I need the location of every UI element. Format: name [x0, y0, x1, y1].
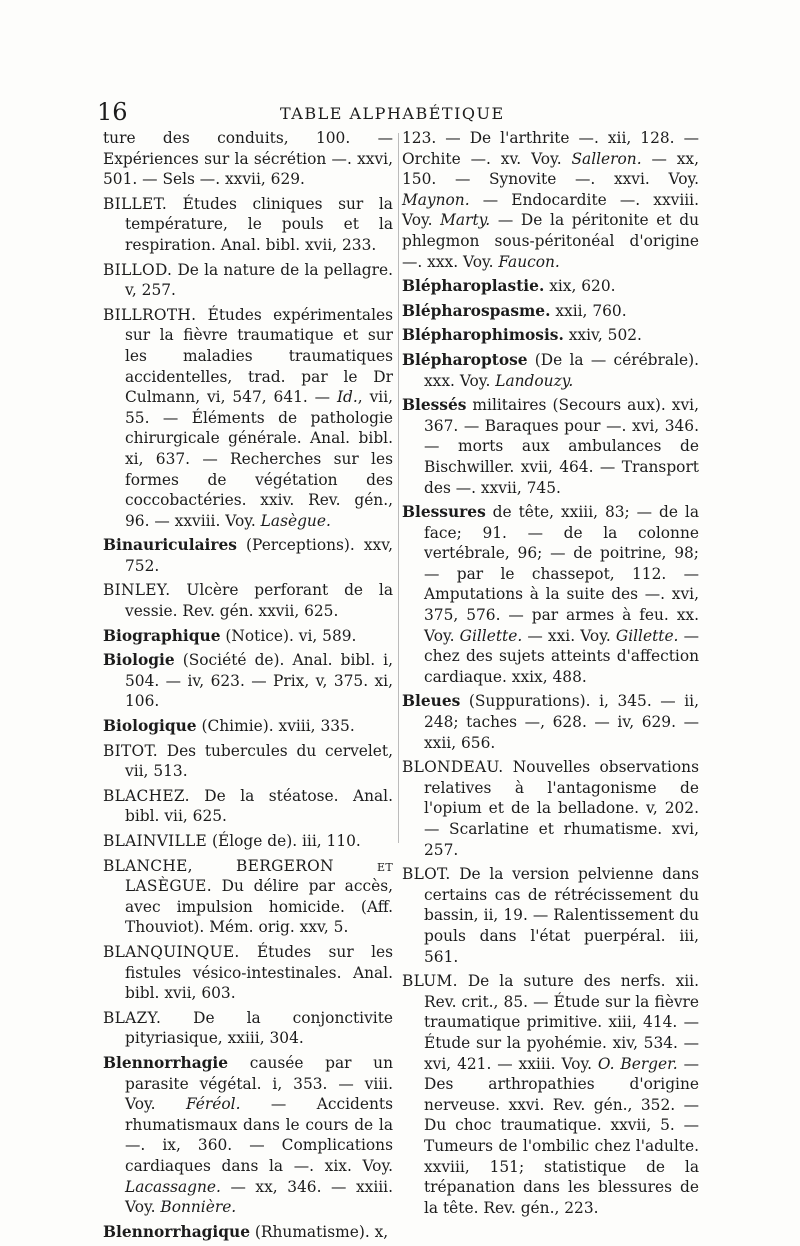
entry-text: Ulcère perforant de la vessie. Rev. gén. xxvii, 625. — [125, 581, 393, 621]
entry-text: — xx, 346. — xxiii. Voy. — [125, 1177, 393, 1217]
entry-text: De la conjonctivite pityriasique, xxiii, 304. — [125, 1008, 393, 1048]
column-right — [402, 128, 699, 1222]
entry-headword: Blessures — [402, 503, 486, 522]
running-title: TABLE ALPHABÉTIQUE — [280, 104, 505, 123]
column-left — [103, 128, 393, 1246]
cross-reference: Féréol. — [185, 1095, 241, 1114]
index-entry — [103, 650, 393, 712]
entry-headword: BILLET. — [103, 194, 168, 213]
cross-reference: Marty. — [440, 211, 491, 230]
index-entry — [402, 276, 699, 297]
entry-text: — chez des sujets atteints d'affection cardiaque. xxix, 488. — [424, 626, 699, 686]
entry-text: xxii, 760. — [550, 301, 627, 320]
entry-headword: Blépharospasme. — [402, 301, 551, 320]
index-entry — [402, 350, 699, 391]
entry-text: Études sur les fistules vésico-intestinales. Anal. bibl. xvii, 603. — [125, 942, 393, 1003]
index-entry — [103, 716, 393, 737]
entry-text: De la suture des nerfs. xii. Rev. crit., 85. — Étude sur la fièvre traumatique primitive. xiii, 414. — Étude sur la pyohémie. xiv, 534. — xvi, 421. — xxiii. Voy. — [424, 972, 699, 1073]
cross-reference: Bonnière. — [160, 1198, 237, 1217]
entry-text: Du délire par accès, avec impulsion homicide. (Aff. Thouviot). Mém. orig. xxv, 5. — [125, 877, 393, 937]
entry-text: Des tubercules du cervelet, vii, 513. — [125, 741, 393, 781]
index-entry — [103, 786, 393, 827]
entry-text: militaires (Secours aux). xvi, 367. — Baraques pour —. xvi, 346. — morts aux ambulances de Bischwiller. xvii, 464. — Transport des —. xxvii, 745. — [424, 396, 699, 497]
entry-text: — Accidents rhumatismaux dans le cours de la —. ix, 360. — Complications cardiaques dans la —. xix. Voy. — [125, 1095, 393, 1175]
cross-reference: Lasègue. — [260, 511, 331, 530]
entry-headword: BITOT. — [103, 741, 158, 760]
index-entry — [402, 502, 699, 687]
cross-reference: Id. — [336, 388, 358, 407]
index-entry — [402, 971, 699, 1218]
entry-headword: BLONDEAU. — [402, 758, 504, 777]
column-divider — [398, 133, 399, 843]
entry-headword: Blépharoplastie. — [402, 277, 545, 296]
index-entry — [103, 856, 393, 938]
entry-text: — De la péritonite et du phlegmon sous-péritonéal d'origine —. xxx. Voy. — [402, 211, 699, 271]
entry-headword: BLAZY. — [103, 1008, 162, 1027]
entry-headword: BILLOD. — [103, 260, 173, 279]
entry-text: De la nature de la pellagre. v, 257. — [125, 260, 393, 300]
entry-headword: BLANQUINQUE. — [103, 942, 240, 961]
index-entry — [402, 757, 699, 860]
index-entry — [103, 1008, 393, 1049]
index-entry — [103, 942, 393, 1004]
index-entry-continued — [402, 128, 699, 272]
entry-text: (Notice). vi, 589. — [220, 626, 357, 645]
entry-headword: Binauriculaires — [103, 536, 237, 555]
index-entry — [103, 194, 393, 256]
entry-text: (Éloge de). iii, 110. — [207, 832, 361, 850]
entry-headword: Biologique — [103, 717, 197, 736]
entry-headword: BLUM. — [402, 972, 458, 991]
entry-headword: BLAINVILLE — [103, 832, 208, 850]
entry-text: (Perceptions). xxv, 752. — [125, 536, 393, 575]
entry-text: — xx, 150. — Synovite —. xxvi. Voy. — [402, 149, 699, 189]
index-entry — [402, 301, 699, 322]
index-entry — [103, 580, 393, 621]
cross-reference: Gillette. — [615, 626, 679, 645]
entry-headword: BILLROTH. — [103, 305, 197, 324]
entry-headword: BLANCHE, BERGERON et LASÈGUE. — [103, 856, 393, 896]
entry-text: De la stéatose. Anal. bibl. vii, 625. — [125, 786, 393, 826]
entry-headword: BINLEY. — [103, 581, 171, 600]
entry-headword: BLOT. — [402, 865, 451, 884]
page-number: 16 — [97, 98, 128, 126]
entry-text: De la version pelvienne dans certains cas de rétrécissement du bassin, ii, 19. — Ralentissement du pouls dans l'état puerpéral. iii, 561. — [424, 865, 699, 966]
index-entry — [402, 395, 699, 498]
entry-text: Études expérimentales sur la fièvre traumatique et sur les maladies traumatiques accidentelles, trad. par le Dr Culmann, vi, 547, 641. — — [125, 305, 393, 407]
entry-text: (De la — cérébrale). xxx. Voy. — [424, 350, 699, 390]
index-entry — [103, 1222, 393, 1243]
entry-headword: Biologie — [103, 651, 175, 670]
entry-text: — Endocardite —. xxviii. Voy. — [402, 190, 699, 230]
index-entry-continued — [103, 128, 393, 190]
entry-headword: Blépharoptose — [402, 350, 528, 369]
entry-text: 123. — De l'arthrite —. xii, 128. — Orchite —. xv. Voy. — [402, 129, 699, 168]
index-entry — [402, 691, 699, 753]
entry-text: ture des conduits, 100. — Expériences sur la sécrétion —. xxvi, 501. — Sels —. xxvii, 629. — [103, 129, 393, 189]
entry-headword: Blennorrhagique — [103, 1222, 251, 1241]
entry-text: de tête, xxiii, 83; — de la face; 91. — de la colonne vertébrale, 96; — de poitrine, 98; — par le chassepot, 112. — Amputations à la suite des —. xvi, 375, 576. — par armes à feu. xx. Voy. — [424, 503, 699, 645]
entry-text: causée par un parasite végétal. i, 353. — viii. Voy. — [125, 1053, 393, 1114]
entry-text: (Société de). Anal. bibl. i, 504. — iv, 623. — Prix, v, 375. xi, 106. — [125, 651, 393, 711]
entry-text: (Chimie). xviii, 335. — [196, 717, 355, 736]
entry-headword: Blennorrhagie — [103, 1053, 229, 1072]
index-entry — [402, 325, 699, 346]
cross-reference: Maynon. — [402, 190, 470, 209]
cross-reference: Salleron. — [571, 149, 642, 168]
entry-text: — Des arthropathies d'origine nerveuse. xxvi. Rev. gén., 352. — Du choc traumatique. xxvii, 5. — Tumeurs de l'ombilic chez l'adulte. xxviii, 151; statistique de la trépanation dans les blessures de la tête. Rev. gén., 223. — [424, 1054, 699, 1217]
entry-text: xxiv, 502. — [563, 326, 642, 345]
entry-headword: Blessés — [402, 396, 467, 415]
entry-text: Nouvelles observations relatives à l'antagonisme de l'opium et de la belladone. v, 202. — Scarlatine et rhumatisme. xvi, 257. — [424, 758, 699, 859]
entry-text: — xxi. Voy. — [522, 626, 616, 645]
cross-reference: Faucon. — [498, 252, 560, 271]
index-entry — [103, 741, 393, 782]
cross-reference: Gillette. — [459, 626, 523, 645]
entry-headword: Biographique — [103, 626, 221, 645]
cross-reference: O. Berger. — [597, 1054, 678, 1073]
entry-text: (Rhumatisme). x, — [250, 1222, 389, 1241]
index-entry — [103, 260, 393, 301]
index-entry — [402, 864, 699, 967]
index-entry — [103, 535, 393, 576]
entry-headword: BLACHEZ. — [103, 786, 190, 805]
entry-text: Études cliniques sur la température, le pouls et la respiration. Anal. bibl. xvii, 233. — [125, 194, 393, 254]
entry-text: xix, 620. — [544, 277, 616, 296]
cross-reference: Lacassagne. — [125, 1177, 221, 1196]
index-entry — [103, 1053, 393, 1218]
index-entry — [103, 831, 393, 852]
index-entry — [103, 626, 393, 647]
entry-headword: Blépharophimosis. — [402, 326, 564, 345]
cross-reference: Landouzy. — [495, 371, 574, 390]
entry-text: (Suppurations). i, 345. — ii, 248; taches —, 628. — iv, 629. — xxii, 656. — [424, 692, 699, 752]
entry-text: , vii, 55. — Éléments de pathologie chirurgicale générale. Anal. bibl. xi, 637. — Recherches sur les formes de végétation des coccobactéries. xxiv. Rev. gén., 96. — xxviii. Voy. — [125, 388, 394, 530]
index-entry — [103, 305, 393, 532]
entry-headword: Bleues — [402, 692, 461, 711]
